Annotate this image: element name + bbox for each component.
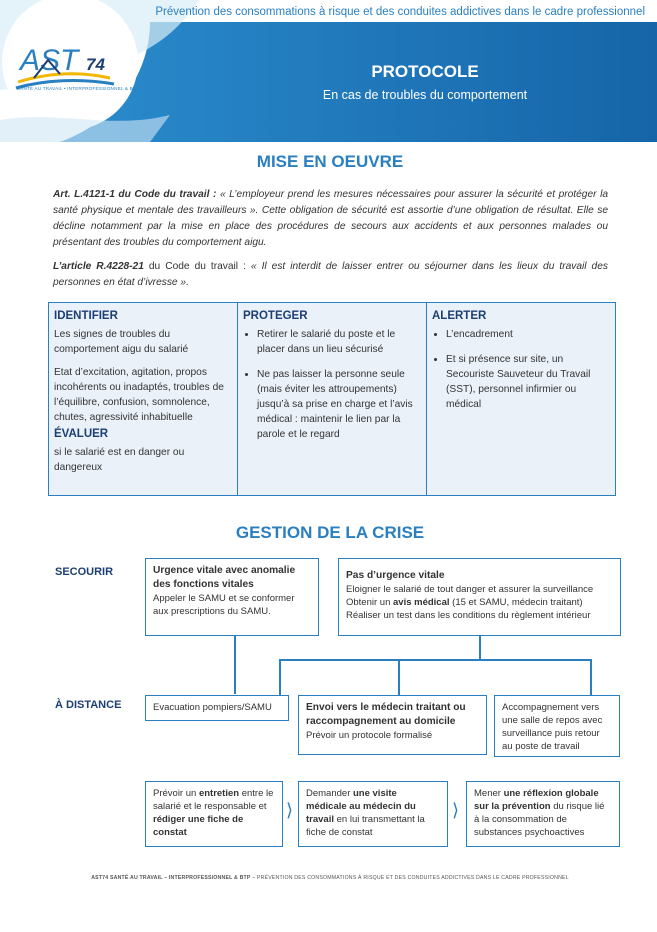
- article-ref: Art. L.4121-1 du Code du travail :: [53, 189, 217, 200]
- footer: [55, 875, 605, 881]
- article-r4228-paragraph: [53, 259, 608, 291]
- identifier-column: [49, 303, 237, 495]
- visite-medicale-text: Demander une visite médicale au médecin du travail en lui transmettant la fiche de constat: [306, 788, 425, 838]
- pas-urgence-box: [338, 558, 621, 636]
- evacuation-box: [145, 695, 289, 721]
- evaluer-text: si le salarié est en danger ou dangereux: [54, 447, 185, 473]
- header-top-line: Prévention des consommations à risque et des conduites addictives dans le cadre professionnel: [155, 6, 645, 18]
- entretien-text: Prévoir un entretien entre le salarié et le responsable et rédiger une fiche de constat: [153, 788, 274, 838]
- identifier-title: IDENTIFIER: [54, 310, 118, 322]
- envoi-medecin-title: Envoi vers le médecin traitant ou raccompagnement au domicile: [306, 702, 466, 727]
- accompagnement-box: [494, 695, 620, 757]
- connector-line: [590, 659, 592, 696]
- connector-line: [479, 636, 481, 660]
- proteger-title: PROTEGER: [243, 310, 308, 322]
- gestion-crise-title: GESTION DE LA CRISE: [235, 523, 425, 542]
- list-item: • L’encadrement: [446, 327, 609, 342]
- article-ref-2: L’article R.4228-21: [53, 261, 144, 272]
- urgence-vitale-box: [145, 558, 319, 636]
- evaluer-title: ÉVALUER: [54, 428, 109, 440]
- logo-tagline: SANTÉ AU TRAVAIL • INTERPROFESSIONNEL & BTP: [17, 86, 140, 91]
- article-mid: du Code du travail :: [143, 261, 251, 272]
- urgence-vitale-title: Urgence vitale avec anomalie des fonctions vitales: [153, 565, 296, 590]
- proteger-list: [243, 327, 420, 442]
- svg-text:74: 74: [86, 55, 105, 74]
- reflexion-text: Mener une réflexion globale sur la prévention du risque lié à la consommation de substances psychoactives: [474, 788, 605, 838]
- footer-brand: AST74 SANTÉ AU TRAVAIL – INTERPROFESSIONNEL & BTP: [91, 875, 251, 881]
- connector-line: [279, 659, 281, 696]
- connector-line: [398, 659, 400, 696]
- connector-line: [279, 659, 592, 661]
- alerter-list: [432, 327, 609, 412]
- list-item: • Ne pas laisser la personne seule (mais éviter les attroupements) jusqu’à sa prise en charge et l’avis médical : maintenir le lien par la parole et le regard: [257, 367, 420, 442]
- protocol-subtitle: En cas de troubles du comportement: [322, 88, 528, 102]
- identifier-text-1: Les signes de troubles du comportement aigu du salarié: [54, 329, 189, 355]
- alerter-title: ALERTER: [432, 310, 487, 322]
- reflexion-box: [466, 781, 620, 847]
- urgence-vitale-text: Appeler le SAMU et se conformer aux prescriptions du SAMU.: [153, 593, 295, 617]
- identifier-text-2: Etat d’excitation, agitation, propos incohérents ou inadaptés, troubles de l’équilibre, confusion, somnolence, chutes, agressivité inhabituelle: [54, 367, 224, 423]
- evacuation-text: Evacuation pompiers/SAMU: [153, 702, 272, 713]
- actions-table: [48, 302, 616, 496]
- article-text: « L’employeur prend les mesures nécessaires pour assurer la sécurité et protéger la santé physique et mentale des travailleurs ». Cette obligation de sécurité est assortie d’une obligation de résultat. Elle se décline notamment par la mise en place des procédures de secours aux accidents et aux personnes malades ou présentant des troubles du comportement aigu.: [53, 189, 608, 248]
- proteger-column: [237, 303, 426, 495]
- chevron-right-icon: ⟩: [286, 800, 294, 820]
- list-item: • Retirer le salarié du poste et le placer dans un lieu sécurisé: [257, 327, 420, 357]
- article-l4121-paragraph: [53, 187, 608, 251]
- protocol-title: PROTOCOLE: [371, 62, 479, 81]
- connector-line: [234, 636, 236, 694]
- a-distance-label: À DISTANCE: [55, 699, 122, 711]
- chevron-right-icon: ⟩: [452, 800, 460, 820]
- mise-en-oeuvre-title: MISE EN OEUVRE: [256, 152, 404, 171]
- pas-urgence-line-2: Obtenir un avis médical (15 et SAMU, médecin traitant): [346, 597, 583, 608]
- pas-urgence-line-3: Réaliser un test dans les conditions du règlement intérieur: [346, 610, 591, 621]
- secourir-label: SECOURIR: [55, 566, 114, 578]
- envoi-medecin-text: Prévoir un protocole formalisé: [306, 730, 433, 741]
- entretien-box: [145, 781, 283, 847]
- envoi-medecin-box: [298, 695, 487, 755]
- footer-text: – PRÉVENTION DES CONSOMMATIONS À RISQUE ET DES CONDUITES ADDICTIVES DANS LE CADRE PROFESSIONNEL: [250, 875, 569, 881]
- list-item: • Et si présence sur site, un Secouriste Sauveteur du Travail (SST), personnel infirmier ou médical: [446, 352, 609, 412]
- alerter-column: [426, 303, 615, 495]
- visite-medicale-box: [298, 781, 448, 847]
- pas-urgence-line-1: Eloigner le salarié de tout danger et assurer la surveillance: [346, 584, 594, 595]
- pas-urgence-title: Pas d’urgence vitale: [346, 570, 445, 581]
- accompagnement-text: Accompagnement vers une salle de repos avec surveillance puis retour au poste de travail: [502, 702, 603, 752]
- article-text-2: « Il est interdit de laisser entrer ou séjourner dans les lieux du travail des personnes en état d’ivresse ».: [53, 261, 608, 288]
- logo-text: AST: [20, 44, 79, 77]
